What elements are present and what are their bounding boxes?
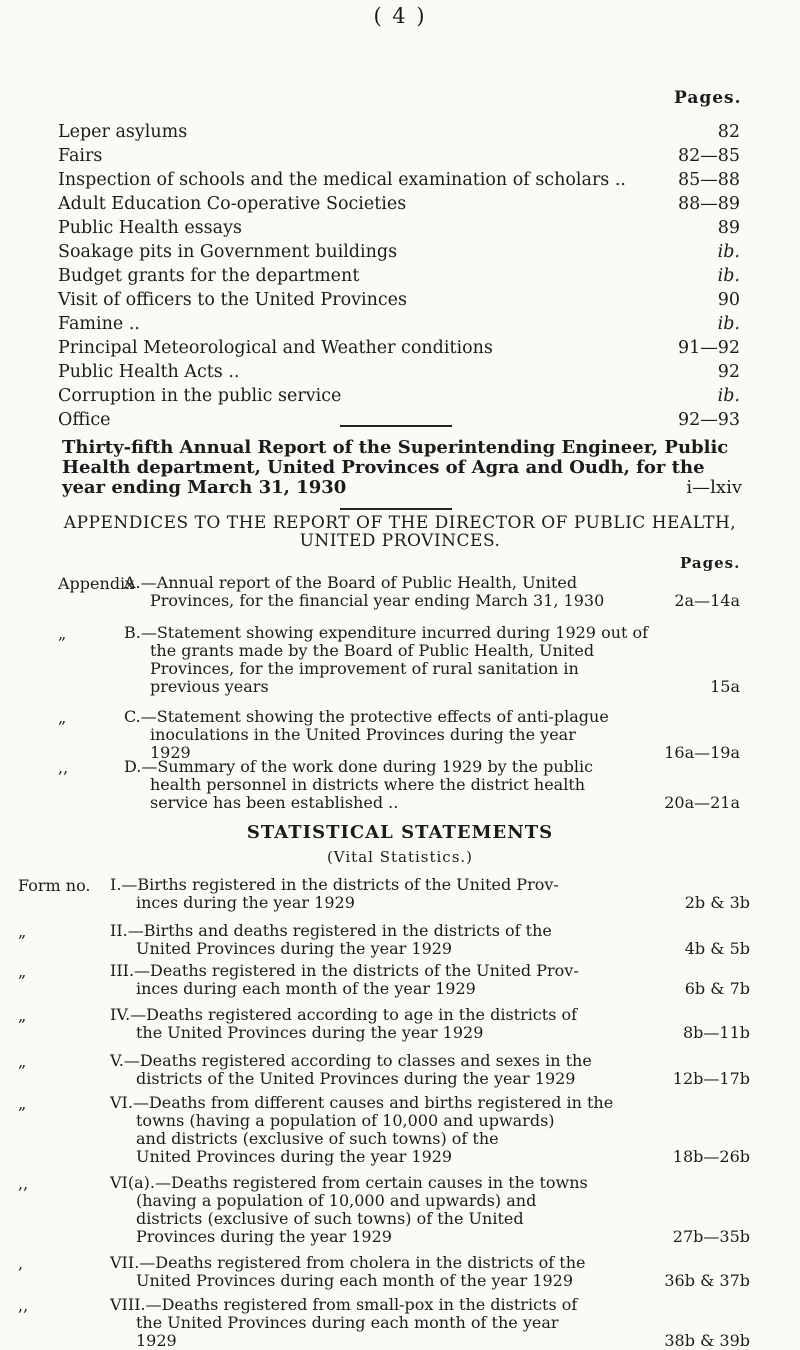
appendices-entry	[124, 708, 740, 762]
appendices-line: A.—Annual report of the Board of Public Health, United	[124, 573, 578, 592]
engineer-report-line-1: Thirty-fifth Annual Report of the Superintending Engineer, Public	[62, 437, 729, 458]
forms-line: districts of the United Provinces during the year 1929	[136, 1069, 576, 1088]
toc-page: 92—93	[677, 410, 740, 430]
toc-label: Leper asylums	[58, 122, 188, 142]
forms-entry	[110, 1296, 750, 1350]
forms-line: III.—Deaths registered in the districts of the United Prov-	[110, 961, 579, 980]
appendices-page: 15a	[710, 677, 740, 696]
forms-entry	[110, 922, 750, 958]
forms-prefix: „	[18, 922, 27, 941]
appendices-line: previous years	[150, 677, 269, 696]
forms-entry	[110, 1094, 750, 1166]
forms-entry	[110, 1254, 750, 1290]
appendices-line: inoculations in the United Provinces during the year	[150, 725, 576, 744]
appendices-page: 2a—14a	[674, 591, 740, 610]
appendices-line: C.—Statement showing the protective effects of anti-plague	[124, 707, 609, 726]
forms-page: 6b & 7b	[684, 979, 750, 998]
toc-row	[58, 242, 740, 264]
forms-entry	[110, 1006, 750, 1042]
statistical-statements-title: STATISTICAL STATEMENTS	[246, 822, 554, 843]
forms-prefix: „	[18, 962, 27, 981]
toc-row	[58, 122, 740, 144]
toc-row	[58, 266, 740, 288]
toc-label: Inspection of schools and the medical examination of scholars ..	[58, 170, 626, 190]
appendices-title	[30, 514, 770, 550]
forms-prefix: „	[18, 1052, 27, 1071]
appendices-line: health personnel in districts where the district health	[150, 775, 586, 794]
toc-label: Corruption in the public service	[58, 386, 342, 406]
engineer-report-page: i—lxiv	[686, 477, 742, 498]
forms-page: 12b—17b	[672, 1069, 750, 1088]
appendices-line: Provinces, for the improvement of rural sanitation in	[150, 659, 579, 678]
engineer-report-line-3: year ending March 31, 1930	[62, 477, 347, 498]
toc-row	[58, 194, 740, 216]
appendices-title-line-1: APPENDICES TO THE REPORT OF THE DIRECTOR OF PUBLIC HEALTH,	[63, 513, 737, 533]
forms-page: 38b & 39b	[664, 1331, 750, 1350]
forms-prefix: „	[18, 1006, 27, 1025]
forms-line: inces during each month of the year 1929	[136, 979, 476, 998]
forms-line: United Provinces during each month of the year 1929	[136, 1271, 574, 1290]
vital-statistics-subtitle: (Vital Statistics.)	[326, 848, 474, 866]
toc-label: Soakage pits in Government buildings	[58, 242, 398, 262]
toc-label: Office	[58, 410, 111, 430]
pages-heading: Pages.	[674, 88, 742, 108]
toc-label: Famine ..	[58, 314, 140, 334]
toc-row	[58, 410, 740, 432]
toc-row	[58, 170, 740, 192]
toc-row	[58, 314, 740, 336]
forms-line: VII.—Deaths registered from cholera in the districts of the	[110, 1253, 586, 1272]
forms-line: IV.—Deaths registered according to age in the districts of	[110, 1005, 578, 1024]
toc-label: Budget grants for the department	[58, 266, 360, 286]
forms-prefix: ,,	[18, 1296, 29, 1315]
appendices-entry	[124, 758, 740, 812]
toc-page: ib.	[717, 314, 740, 334]
appendices-prefix: Appendix	[58, 574, 135, 593]
page-number: ( 4 )	[373, 4, 427, 28]
forms-page: 27b—35b	[672, 1227, 750, 1246]
toc-page: ib.	[717, 266, 740, 286]
forms-line: II.—Births and deaths registered in the districts of the	[110, 921, 552, 940]
appendices-line: 1929	[150, 743, 191, 762]
toc-row	[58, 218, 740, 240]
appendices-entry	[124, 574, 740, 610]
forms-line: (having a population of 10,000 and upwards) and	[136, 1191, 537, 1210]
appendices-line: the grants made by the Board of Public Health, United	[150, 641, 595, 660]
forms-entry	[110, 1052, 750, 1088]
forms-line: and districts (exclusive of such towns) of the	[136, 1129, 499, 1148]
engineer-report-entry	[62, 438, 742, 498]
forms-page: 2b & 3b	[684, 893, 750, 912]
appendices-prefix: „	[58, 624, 67, 643]
toc-page: 90	[717, 290, 740, 310]
toc-row	[58, 290, 740, 312]
forms-entry	[110, 876, 750, 912]
forms-entry	[110, 1174, 750, 1246]
toc-row	[58, 146, 740, 168]
forms-line: VI(a).—Deaths registered from certain causes in the towns	[110, 1173, 588, 1192]
toc-label: Public Health Acts ..	[58, 362, 240, 382]
appendices-page: 16a—19a	[664, 743, 740, 762]
toc-label: Fairs	[58, 146, 103, 166]
toc-page: 92	[717, 362, 740, 382]
toc-row	[58, 386, 740, 408]
forms-line: United Provinces during the year 1929	[136, 1147, 453, 1166]
forms-line: 1929	[136, 1331, 177, 1350]
forms-prefix: Form no.	[18, 876, 91, 895]
toc-page: 91—92	[677, 338, 740, 358]
forms-line: VIII.—Deaths registered from small-pox in the districts of	[110, 1295, 578, 1314]
engineer-report-line-2: Health department, United Provinces of Agra and Oudh, for the	[62, 457, 705, 478]
toc-label: Principal Meteorological and Weather conditions	[58, 338, 493, 358]
toc-label: Adult Education Co-operative Societies	[58, 194, 407, 214]
toc-page: ib.	[717, 386, 740, 406]
forms-line: the United Provinces during each month of the year	[136, 1313, 559, 1332]
toc-label: Visit of officers to the United Provinces	[58, 290, 408, 310]
forms-line: United Provinces during the year 1929	[136, 939, 453, 958]
forms-page: 8b—11b	[682, 1023, 750, 1042]
toc-page: 88—89	[677, 194, 740, 214]
appendices-line: service has been established ..	[150, 793, 399, 812]
appendices-page: 20a—21a	[664, 793, 740, 812]
forms-line: I.—Births registered in the districts of the United Prov-	[110, 875, 559, 894]
appendices-pages-heading: Pages.	[680, 554, 741, 572]
toc-page: ib.	[717, 242, 740, 262]
toc-page: 89	[717, 218, 740, 238]
appendices-prefix: ,,	[58, 758, 69, 777]
forms-line: inces during the year 1929	[136, 893, 355, 912]
forms-prefix: ,	[18, 1254, 24, 1273]
forms-line: V.—Deaths registered according to classes and sexes in the	[110, 1051, 592, 1070]
forms-entry	[110, 962, 750, 998]
divider-rule	[340, 508, 452, 510]
forms-prefix: „	[18, 1094, 27, 1113]
forms-page: 36b & 37b	[664, 1271, 750, 1290]
forms-page: 18b—26b	[672, 1147, 750, 1166]
toc-label: Public Health essays	[58, 218, 242, 238]
forms-line: VI.—Deaths from different causes and births registered in the	[110, 1093, 614, 1112]
toc-row	[58, 362, 740, 384]
appendices-prefix: „	[58, 708, 67, 727]
toc-page: 85—88	[677, 170, 740, 190]
forms-prefix: ,,	[18, 1174, 29, 1193]
forms-line: Provinces during the year 1929	[136, 1227, 392, 1246]
toc-row	[58, 338, 740, 360]
forms-line: towns (having a population of 10,000 and upwards)	[136, 1111, 555, 1130]
appendices-line: Provinces, for the financial year ending March 31, 1930	[150, 591, 605, 610]
forms-line: districts (exclusive of such towns) of the United	[136, 1209, 524, 1228]
toc-page: 82—85	[677, 146, 740, 166]
toc-page: 82	[717, 122, 740, 142]
forms-page: 4b & 5b	[684, 939, 750, 958]
forms-line: the United Provinces during the year 1929	[136, 1023, 484, 1042]
appendices-line: D.—Summary of the work done during 1929 by the public	[124, 757, 594, 776]
appendices-entry	[124, 624, 740, 696]
divider-rule	[340, 425, 452, 427]
appendices-line: B.—Statement showing expenditure incurred during 1929 out of	[124, 623, 649, 642]
appendices-title-line-2: UNITED PROVINCES.	[299, 531, 501, 551]
